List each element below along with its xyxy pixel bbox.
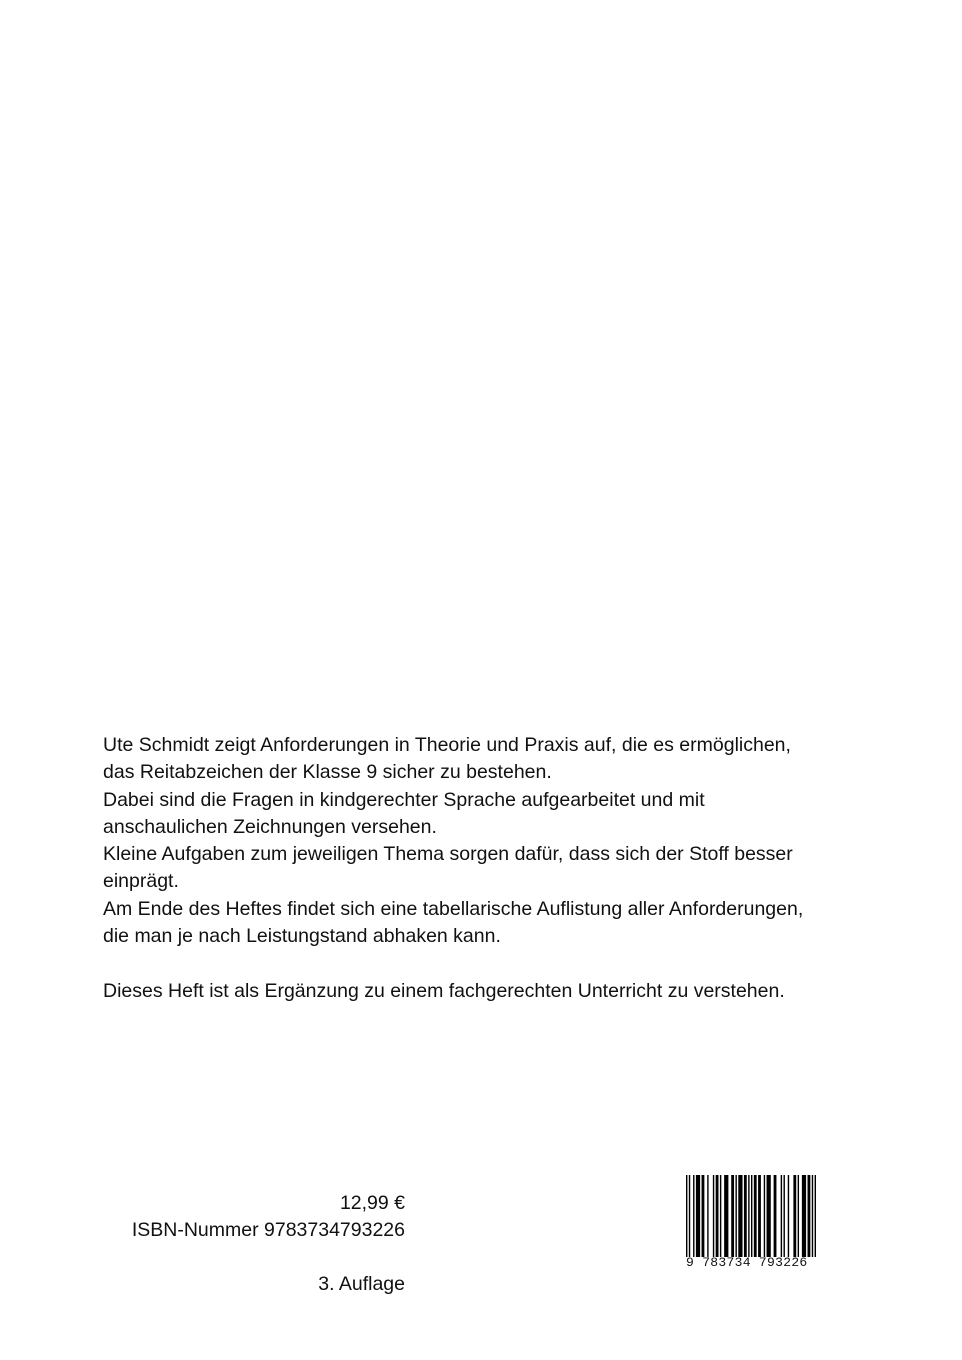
barcode-icon xyxy=(686,1175,816,1257)
barcode-bar xyxy=(764,1175,765,1257)
barcode-bar xyxy=(689,1175,690,1257)
edition-label: 3. Auflage xyxy=(318,1273,405,1295)
description-line: einprägt. xyxy=(103,870,179,893)
description-line: die man je nach Leistungstand abhaken kann. xyxy=(103,925,501,948)
barcode-bar xyxy=(738,1175,742,1257)
price-and-isbn-block xyxy=(100,1190,405,1298)
barcode-bar xyxy=(788,1175,789,1257)
barcode-bar xyxy=(696,1175,700,1257)
barcode-bar xyxy=(731,1175,734,1257)
description-line: Dabei sind die Fragen in kindgerechter Sprache aufgearbeitet und mit xyxy=(103,788,705,811)
barcode-bar xyxy=(754,1175,757,1257)
barcode-bar xyxy=(724,1175,728,1257)
isbn-label: ISBN-Nummer 9783734793226 xyxy=(131,1219,405,1241)
barcode-bar xyxy=(748,1175,749,1257)
barcode-bar xyxy=(744,1175,747,1257)
barcode-bar xyxy=(798,1175,799,1257)
barcode-bar xyxy=(716,1175,719,1257)
barcode-bar xyxy=(815,1175,816,1257)
description-line: das Reitabzeichen der Klasse 9 sicher zu bestehen. xyxy=(103,761,552,784)
barcode-bar xyxy=(767,1175,771,1257)
barcode-bar xyxy=(751,1175,752,1257)
description-line: Am Ende des Heftes findet sich eine tabellarische Auflistung aller Anforderungen, xyxy=(103,897,804,920)
barcode-bar xyxy=(686,1175,687,1257)
barcode-bar xyxy=(693,1175,694,1257)
barcode-bar xyxy=(774,1175,777,1257)
barcode-bar xyxy=(758,1175,761,1257)
barcode-bar xyxy=(781,1175,782,1257)
barcode-bar xyxy=(812,1175,813,1257)
price-label: 12,99 € xyxy=(339,1192,405,1214)
description-line: Kleine Aufgaben zum jeweiligen Thema sorgen dafür, dass sich der Stoff besser xyxy=(103,843,793,866)
closing-note: Dieses Heft ist als Ergänzung zu einem fachgerechten Unterricht zu verstehen. xyxy=(103,979,785,1002)
barcode-bar xyxy=(720,1175,721,1257)
barcode-bar xyxy=(784,1175,785,1257)
back-cover-description xyxy=(103,732,883,1005)
barcode-bar xyxy=(808,1175,811,1257)
barcode-bar xyxy=(702,1175,705,1257)
barcode-bar xyxy=(707,1175,708,1257)
description-line: anschaulichen Zeichnungen versehen. xyxy=(103,815,437,838)
paragraph-spacer xyxy=(103,950,883,977)
barcode-bar xyxy=(793,1175,796,1257)
barcode-bar xyxy=(735,1175,736,1257)
barcode-bar xyxy=(802,1175,806,1257)
description-line: Ute Schmidt zeigt Anforderungen in Theorie und Praxis auf, die es ermöglichen, xyxy=(103,734,791,756)
barcode-digits: 9 783734 793226 xyxy=(686,1255,808,1270)
barcode-bar xyxy=(713,1175,714,1257)
